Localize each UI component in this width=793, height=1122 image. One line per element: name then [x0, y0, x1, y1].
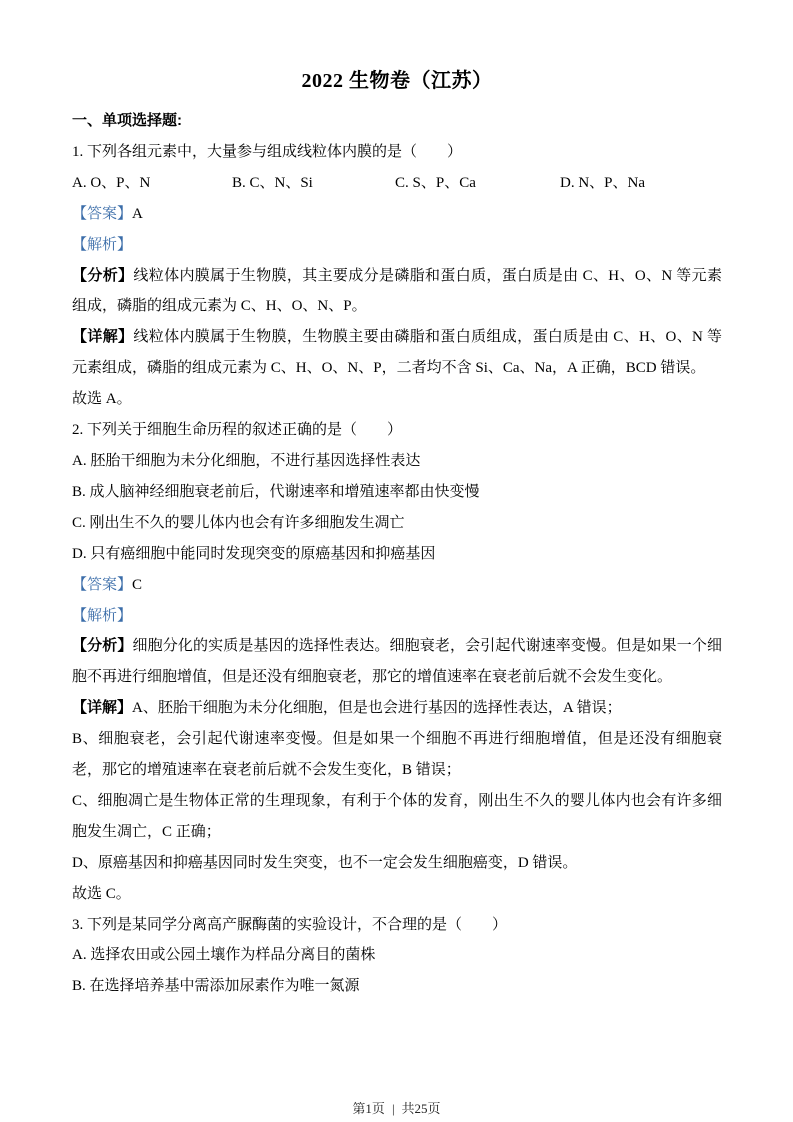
detail-text: A、胚胎干细胞为未分化细胞，但是也会进行基因的选择性表达，A 错误； — [132, 700, 622, 717]
detail-text: 线粒体内膜属于生物膜，生物膜主要由磷脂和蛋白质组成，蛋白质是由 C、H、O、N 等元素组成，磷脂的组成元素为 C、H、O、N、P，二者均不含 Si、Ca、Na，A 正确，BCD 错误。 — [72, 329, 722, 377]
detail-paragraph-d: D、原癌基因和抑癌基因同时发生突变，也不一定会发生细胞癌变，D 错误。 — [72, 854, 578, 871]
footer-separator: | — [391, 1101, 395, 1116]
option-b: B. 成人脑神经细胞衰老前后，代谢速率和增殖速率都由快变慢 — [72, 483, 480, 500]
detail-paragraph-c: C、细胞凋亡是生物体正常的生理现象，有利于个体的发育，刚出生不久的婴儿体内也会有许多细胞发生凋亡，C 正确； — [72, 792, 722, 840]
answer-label: 【答案】 — [72, 205, 133, 222]
explain-label: 【解析】 — [72, 236, 133, 253]
detail-label: 【详解】 — [72, 329, 134, 346]
answer-line — [72, 199, 722, 230]
conclusion-line: 故选 C。 — [72, 885, 131, 902]
analysis-label: 【分析】 — [72, 267, 134, 284]
question-stem: 3. 下列是某同学分离高产脲酶菌的实验设计，不合理的是（ ） — [72, 916, 508, 933]
option-d: D. 只有癌细胞中能同时发现突变的原癌基因和抑癌基因 — [72, 545, 436, 562]
question-options-row — [72, 168, 722, 199]
analysis-label: 【分析】 — [72, 638, 133, 655]
option-a: A. 选择农田或公园土壤作为样品分离目的菌株 — [72, 947, 376, 964]
footer-total-pages: 共25页 — [401, 1101, 441, 1116]
detail-paragraph-a — [72, 693, 722, 724]
analysis-paragraph — [72, 261, 722, 323]
option-b: B. C、N、Si — [232, 174, 313, 191]
option-c: C. S、P、Ca — [395, 174, 476, 191]
answer-label: 【答案】 — [72, 576, 133, 593]
conclusion-line: 故选 A。 — [72, 391, 132, 408]
answer-value: C — [132, 576, 143, 593]
detail-paragraph — [72, 322, 722, 384]
explain-line — [72, 230, 722, 261]
page-content — [72, 66, 722, 1002]
option-a: A. 胚胎干细胞为未分化细胞，不进行基因选择性表达 — [72, 452, 421, 469]
answer-value: A — [132, 205, 143, 222]
explain-label: 【解析】 — [72, 607, 133, 624]
page-footer — [0, 1101, 793, 1117]
question-3 — [72, 910, 722, 1003]
question-stem: 1. 下列各组元素中，大量参与组成线粒体内膜的是（ ） — [72, 143, 463, 160]
footer-page-number: 第1页 — [352, 1101, 385, 1116]
exam-title: 2022 生物卷（江苏） — [301, 70, 493, 92]
analysis-text: 线粒体内膜属于生物膜，其主要成分是磷脂和蛋白质，蛋白质是由 C、H、O、N 等元素组成，磷脂的组成元素为 C、H、O、N、P。 — [72, 267, 722, 315]
option-d: D. N、P、Na — [560, 174, 645, 191]
option-a: A. O、P、N — [72, 174, 151, 191]
option-c: C. 刚出生不久的婴儿体内也会有许多细胞发生凋亡 — [72, 514, 405, 531]
question-2 — [72, 415, 722, 910]
analysis-text: 细胞分化的实质是基因的选择性表达。细胞衰老，会引起代谢速率变慢。但是如果一个细胞不再进行细胞增值，但是还没有细胞衰老，那它的增值速率在衰老前后就不会发生变化。 — [72, 638, 722, 686]
section-heading: 一、单项选择题: — [72, 112, 182, 129]
explain-line — [72, 601, 722, 632]
question-stem: 2. 下列关于细胞生命历程的叙述正确的是（ ） — [72, 422, 403, 439]
option-b: B. 在选择培养基中需添加尿素作为唯一氮源 — [72, 978, 360, 995]
question-1 — [72, 137, 722, 415]
analysis-paragraph — [72, 631, 722, 693]
detail-paragraph-b: B、细胞衰老，会引起代谢速率变慢。但是如果一个细胞不再进行细胞增值，但是还没有细胞衰老，那它的增殖速率在衰老前后就不会发生变化，B 错误； — [72, 731, 722, 779]
exam-body — [72, 106, 722, 1002]
answer-line — [72, 570, 722, 601]
detail-label: 【详解】 — [72, 700, 133, 717]
